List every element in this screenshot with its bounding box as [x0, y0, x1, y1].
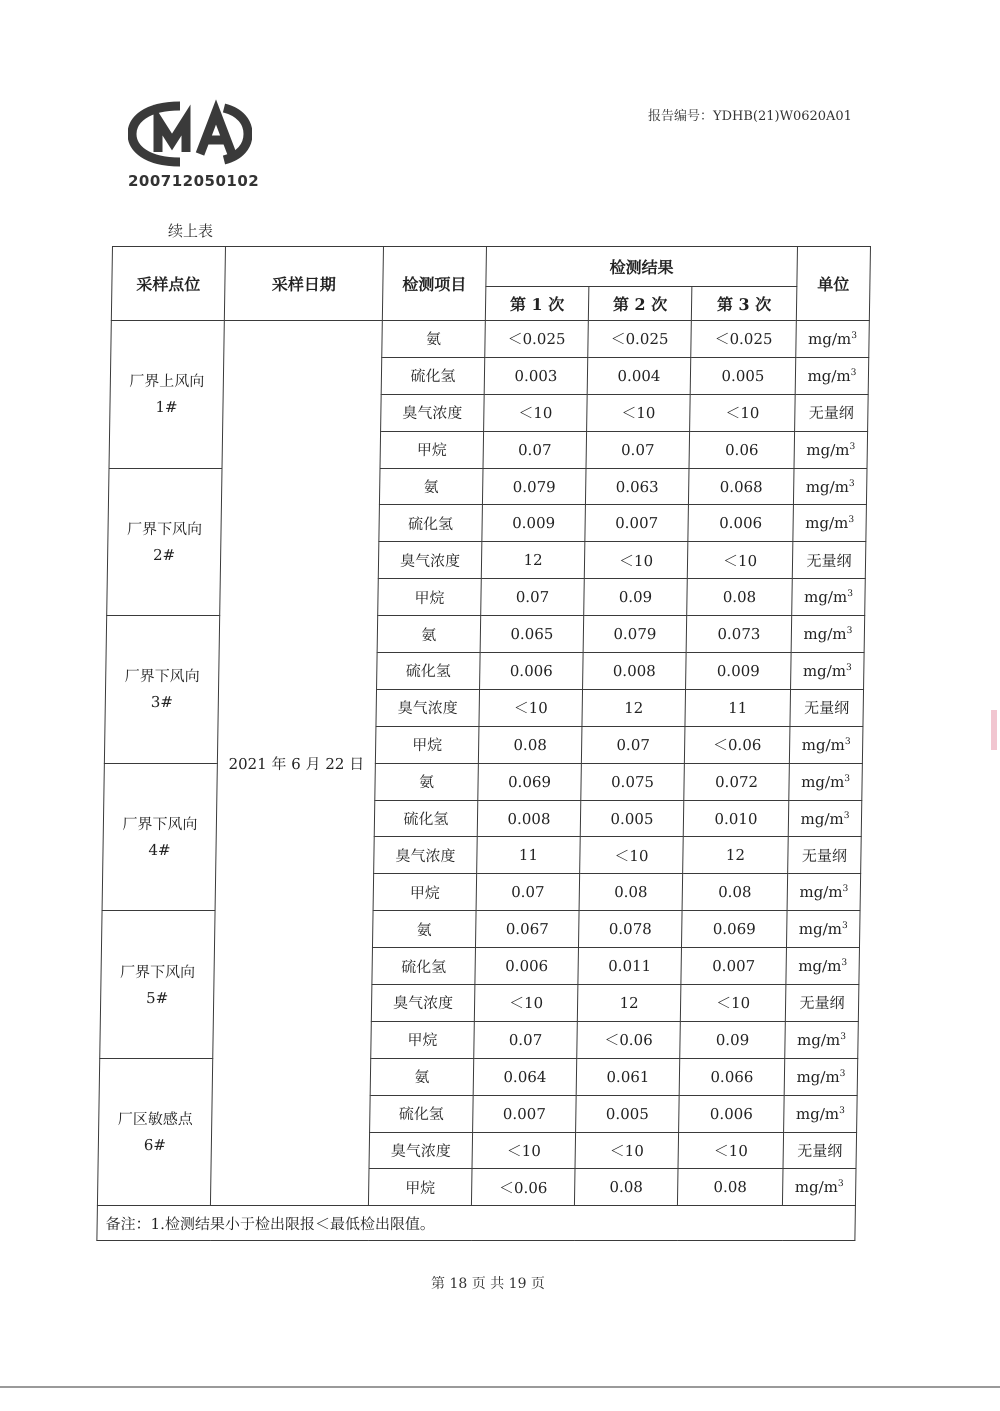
unit-cell: $mg/m^3$	[784, 1095, 858, 1132]
result-cell: 0.004	[587, 357, 691, 394]
result-cell: 0.006	[475, 948, 579, 985]
result-cell: 0.079	[482, 468, 586, 505]
item-cell: 臭气浓度	[376, 689, 480, 726]
result-cell: ＜10	[587, 394, 691, 431]
result-cell: 11	[477, 837, 581, 874]
result-cell: 12	[577, 985, 681, 1022]
site-cell	[107, 468, 222, 616]
result-cell: 12	[582, 689, 686, 726]
item-cell: 臭气浓度	[374, 837, 478, 874]
result-cell: ＜10	[584, 542, 688, 579]
result-cell: ＜10	[580, 837, 684, 874]
page-number: 第 18 页 共 19 页	[431, 1276, 545, 1292]
result-cell: ＜10	[690, 394, 796, 431]
result-cell: 0.09	[584, 579, 688, 616]
unit-cell: 无量纲	[792, 542, 866, 579]
result-cell: 0.072	[684, 763, 790, 800]
unit-cell: $mg/m^3$	[791, 653, 865, 690]
result-cell: 0.003	[484, 357, 588, 394]
result-cell: 0.006	[688, 505, 794, 542]
cma-logo-icon	[128, 98, 252, 170]
result-cell: ＜10	[678, 1132, 784, 1169]
header-unit: 单位	[796, 247, 870, 321]
unit-cell: 无量纲	[790, 689, 864, 726]
result-cell: 0.006	[480, 653, 584, 690]
unit-cell: $mg/m^3$	[786, 948, 860, 985]
result-cell: 0.08	[478, 726, 582, 763]
result-cell: 0.009	[686, 653, 792, 690]
result-cell: 0.005	[576, 1095, 680, 1132]
item-cell: 硫化氢	[370, 1095, 474, 1132]
unit-cell: $mg/m^3$	[784, 1058, 858, 1095]
result-cell: 0.07	[581, 726, 685, 763]
unit-cell: $mg/m^3$	[792, 579, 866, 616]
unit-cell: $mg/m^3$	[788, 800, 862, 837]
result-cell: 12	[683, 837, 789, 874]
result-cell: ＜10	[484, 394, 588, 431]
header-run-3: 第 3 次	[691, 287, 797, 321]
header-date: 采样日期	[224, 247, 383, 321]
result-cell: 0.064	[473, 1058, 577, 1095]
header-run-2: 第 2 次	[588, 287, 692, 321]
result-cell: ＜10	[575, 1132, 679, 1169]
site-number: 5#	[145, 988, 169, 1007]
result-cell: 0.079	[583, 616, 687, 653]
sampling-date: 2021 年 6 月 22 日	[210, 321, 382, 1206]
unit-cell: $mg/m^3$	[794, 431, 868, 468]
item-cell: 臭气浓度	[381, 394, 485, 431]
result-cell: ＜10	[479, 689, 583, 726]
site-name: 厂界下风向	[126, 519, 203, 538]
result-cell: 0.09	[680, 1021, 786, 1058]
results-body	[97, 321, 869, 1241]
item-cell: 氨	[375, 763, 479, 800]
unit-cell: $mg/m^3$	[796, 321, 870, 358]
result-cell: ＜10	[680, 985, 786, 1022]
result-cell: 0.007	[585, 505, 689, 542]
unit-cell: $mg/m^3$	[789, 763, 863, 800]
result-cell: ＜0.06	[471, 1169, 575, 1206]
result-cell: 0.067	[475, 911, 579, 948]
result-cell: 0.007	[681, 948, 787, 985]
unit-cell: $mg/m^3$	[795, 357, 869, 394]
unit-cell: $mg/m^3$	[785, 1021, 859, 1058]
result-cell: 0.08	[677, 1169, 783, 1206]
unit-cell: $mg/m^3$	[793, 505, 867, 542]
site-cell	[104, 616, 219, 764]
result-cell: 0.008	[477, 800, 581, 837]
unit-cell: $mg/m^3$	[793, 468, 867, 505]
result-cell: ＜0.025	[691, 321, 797, 358]
result-cell: ＜0.06	[577, 1021, 681, 1058]
result-cell: 0.066	[679, 1058, 785, 1095]
item-cell: 硫化氢	[379, 505, 483, 542]
table-row	[111, 321, 870, 358]
result-cell: 0.009	[482, 505, 586, 542]
result-cell: ＜10	[472, 1132, 576, 1169]
result-cell: 0.07	[586, 431, 690, 468]
unit-cell: 无量纲	[783, 1132, 857, 1169]
site-name: 厂界下风向	[119, 962, 196, 981]
margin-mark	[991, 710, 997, 750]
result-cell: 0.011	[578, 948, 682, 985]
result-cell: 0.006	[679, 1095, 785, 1132]
site-name: 厂界下风向	[122, 814, 198, 833]
unit-cell: 无量纲	[788, 837, 862, 874]
result-cell: 0.07	[483, 431, 587, 468]
item-cell: 臭气浓度	[371, 985, 475, 1022]
site-name: 厂界下风向	[124, 667, 200, 686]
result-cell: ＜0.025	[485, 321, 589, 358]
item-cell: 硫化氢	[374, 800, 478, 837]
header-results: 检测结果	[486, 247, 798, 287]
item-cell: 硫化氢	[381, 357, 485, 394]
result-cell: 0.078	[578, 911, 682, 948]
result-cell: 0.063	[585, 468, 689, 505]
item-cell: 甲烷	[371, 1021, 475, 1058]
result-cell: ＜0.025	[588, 321, 692, 358]
item-cell: 臭气浓度	[369, 1132, 473, 1169]
result-cell: 0.069	[681, 911, 787, 948]
site-number: 1#	[155, 398, 178, 417]
unit-cell: 无量纲	[795, 394, 869, 431]
result-cell: 0.08	[682, 874, 788, 911]
item-cell: 甲烷	[368, 1169, 472, 1206]
result-cell: ＜10	[474, 985, 578, 1022]
result-cell: 0.007	[473, 1095, 577, 1132]
result-cell: 0.08	[687, 579, 793, 616]
result-cell: 11	[685, 689, 791, 726]
unit-cell: $mg/m^3$	[787, 874, 861, 911]
site-number: 4#	[148, 840, 171, 859]
unit-cell: $mg/m^3$	[791, 616, 865, 653]
unit-cell: $mg/m^3$	[789, 726, 863, 763]
result-cell: 0.068	[688, 468, 794, 505]
site-name: 厂界上风向	[129, 372, 205, 391]
site-name: 厂区敏感点	[117, 1110, 193, 1129]
scan-edge-line	[0, 1386, 1000, 1388]
result-cell: 0.069	[478, 763, 582, 800]
report-number: 报告编号：YDHB(21)W0620A01	[648, 109, 852, 124]
unit-cell: 无量纲	[785, 985, 859, 1022]
item-cell: 硫化氢	[377, 653, 481, 690]
result-cell: 0.07	[476, 874, 580, 911]
header-run-1: 第 1 次	[485, 287, 589, 321]
results-table	[96, 246, 871, 1241]
header-item: 检测项目	[382, 247, 486, 321]
site-cell	[109, 321, 224, 469]
result-cell: ＜10	[687, 542, 793, 579]
remark-note: 备注：1.检测结果小于检出限报＜最低检出限值。	[97, 1206, 856, 1241]
item-cell: 甲烷	[373, 874, 477, 911]
result-cell: 0.005	[690, 357, 796, 394]
continued-label: 续上表	[168, 222, 214, 240]
result-cell: 0.073	[686, 616, 792, 653]
result-cell: 0.010	[683, 800, 789, 837]
site-cell	[100, 911, 215, 1059]
item-cell: 甲烷	[378, 579, 482, 616]
header-site: 采样点位	[111, 247, 225, 321]
site-number: 2#	[152, 545, 176, 564]
result-cell: 0.06	[689, 431, 795, 468]
result-cell: 0.07	[481, 579, 585, 616]
site-cell	[102, 763, 217, 911]
result-cell: 0.075	[581, 763, 685, 800]
unit-cell: $mg/m^3$	[786, 911, 860, 948]
item-cell: 硫化氢	[372, 948, 476, 985]
item-cell: 甲烷	[380, 431, 484, 468]
unit-cell: $mg/m^3$	[782, 1169, 856, 1206]
result-cell: 0.08	[579, 874, 683, 911]
item-cell: 氨	[377, 616, 481, 653]
item-cell: 氨	[382, 321, 486, 358]
item-cell: 甲烷	[375, 726, 479, 763]
result-cell: 0.08	[574, 1169, 678, 1206]
item-cell: 氨	[370, 1058, 474, 1095]
result-cell: 0.061	[576, 1058, 680, 1095]
result-cell: 0.07	[474, 1021, 578, 1058]
site-number: 6#	[143, 1136, 167, 1155]
site-cell	[97, 1058, 212, 1206]
item-cell: 臭气浓度	[378, 542, 482, 579]
result-cell: ＜0.06	[684, 726, 790, 763]
cma-number: 200712050102	[128, 172, 260, 190]
item-cell: 氨	[372, 911, 476, 948]
result-cell: 0.008	[583, 653, 687, 690]
item-cell: 氨	[379, 468, 483, 505]
result-cell: 0.005	[580, 800, 684, 837]
site-number: 3#	[150, 693, 174, 712]
result-cell: 12	[481, 542, 585, 579]
result-cell: 0.065	[480, 616, 584, 653]
